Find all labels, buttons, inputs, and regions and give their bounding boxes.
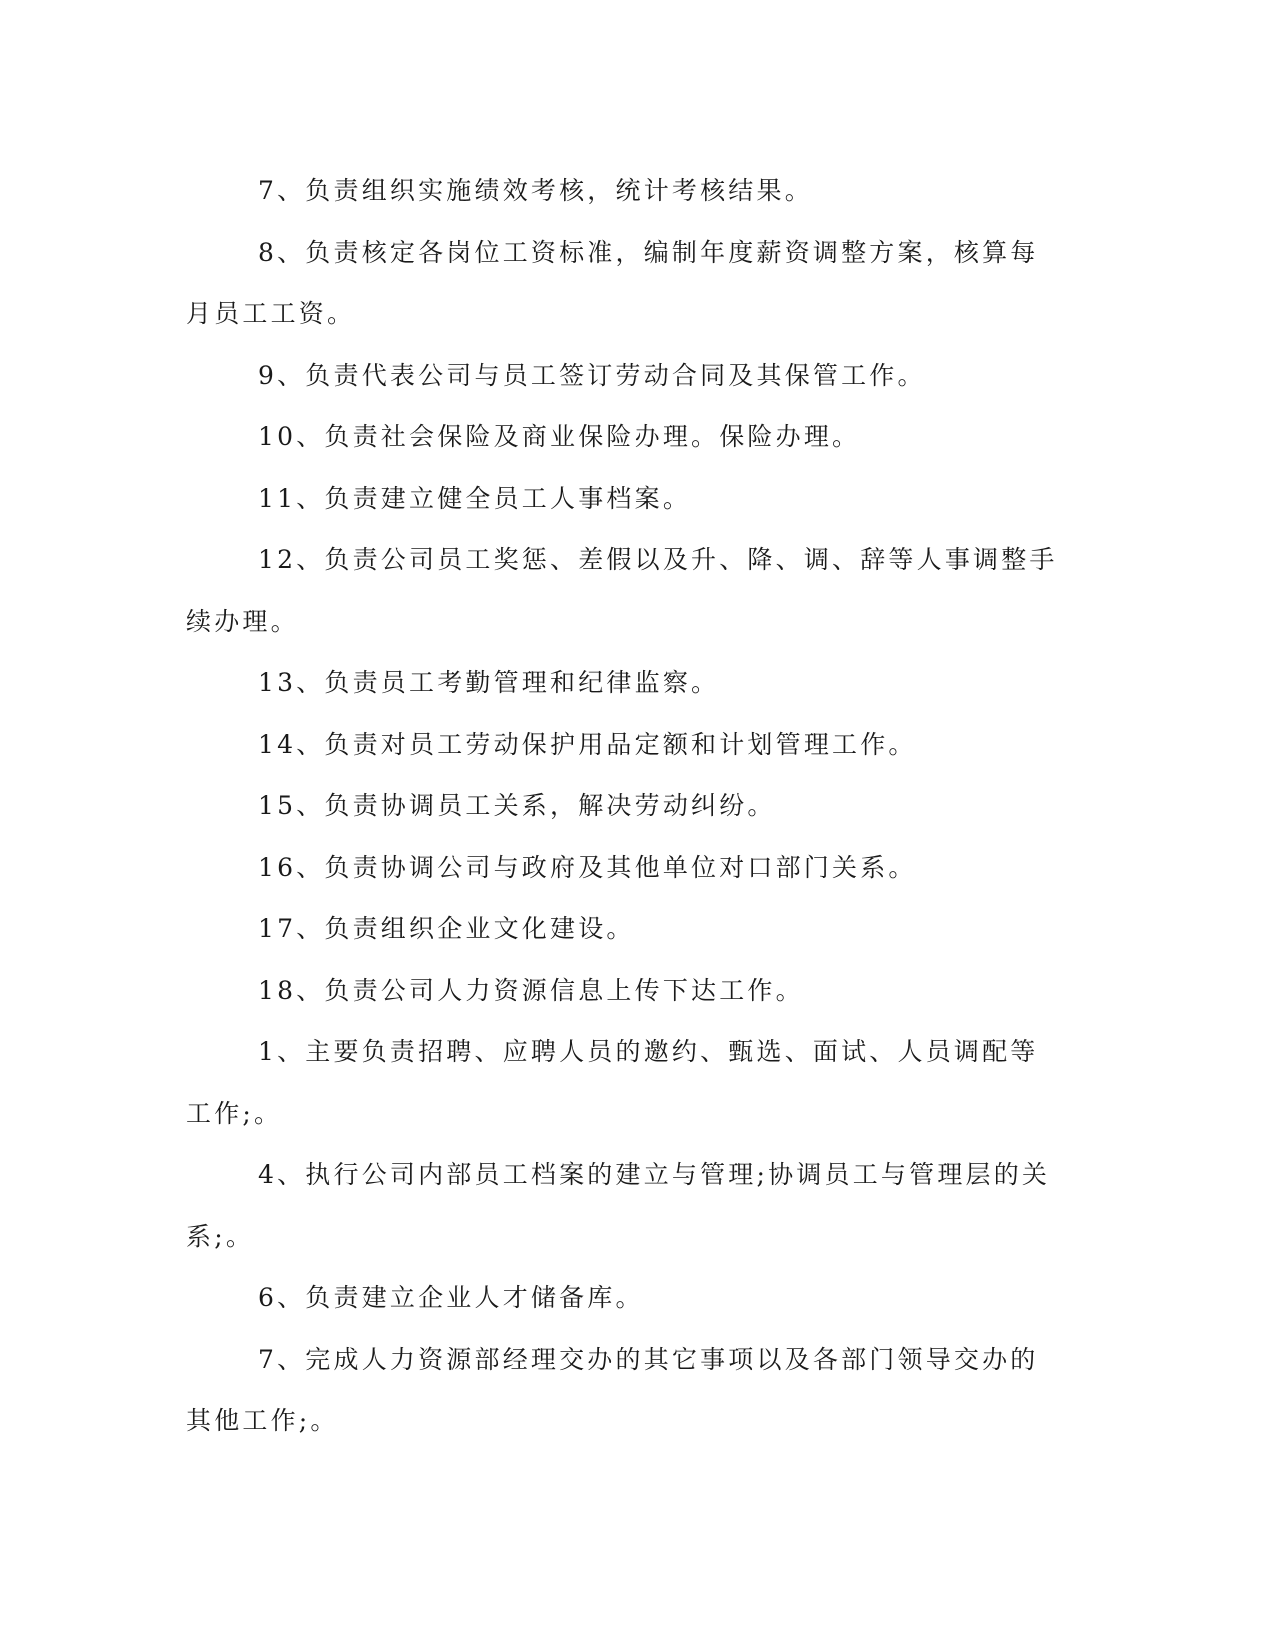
paragraph-item-6-talent-pool: 6、负责建立企业人才储备库。 [258,1283,644,1312]
paragraph-item-13-attendance: 13、负责员工考勤管理和纪律监察。 [258,668,720,697]
paragraph-item-7-performance: 7、负责组织实施绩效考核，统计考核结果。 [258,176,813,205]
paragraph-item-8-salary: 8、负责核定各岗位工资标准，编制年度薪资调整方案，核算每月员工工资。 [186,237,1039,328]
paragraph-item-17-corporate-culture: 17、负责组织企业文化建设。 [258,914,635,943]
paragraph-item-18-hr-information: 18、负责公司人力资源信息上传下达工作。 [258,975,804,1005]
paragraph-item-12-rewards-adjustments: 12、负责公司员工奖惩、差假以及升、降、调、辞等人事调整手续办理。 [186,545,1058,636]
paragraph-item-16-government-relations: 16、负责协调公司与政府及其他单位对口部门关系。 [258,852,917,882]
paragraph-item-15-employee-relations: 15、负责协调员工关系，解决劳动纠纷。 [258,791,776,820]
paragraph-item-10-insurance: 10、负责社会保险及商业保险办理。保险办理。 [258,422,861,451]
paragraph-item-7-other-tasks: 7、完成人力资源部经理交办的其它事项以及各部门领导交办的其他工作;。 [186,1344,1039,1435]
paragraph-item-11-personnel-files: 11、负责建立健全员工人事档案。 [258,483,692,513]
paragraph-item-14-protective-supplies: 14、负责对员工劳动保护用品定额和计划管理工作。 [258,729,917,759]
paragraph-item-4-archives: 4、执行公司内部员工档案的建立与管理;协调员工与管理层的关系;。 [186,1160,1051,1251]
paragraph-item-1-recruitment: 1、主要负责招聘、应聘人员的邀约、甄选、面试、人员调配等工作;。 [186,1037,1039,1128]
paragraph-item-9-contracts: 9、负责代表公司与员工签订劳动合同及其保管工作。 [258,360,926,390]
document-body [186,160,1066,1452]
